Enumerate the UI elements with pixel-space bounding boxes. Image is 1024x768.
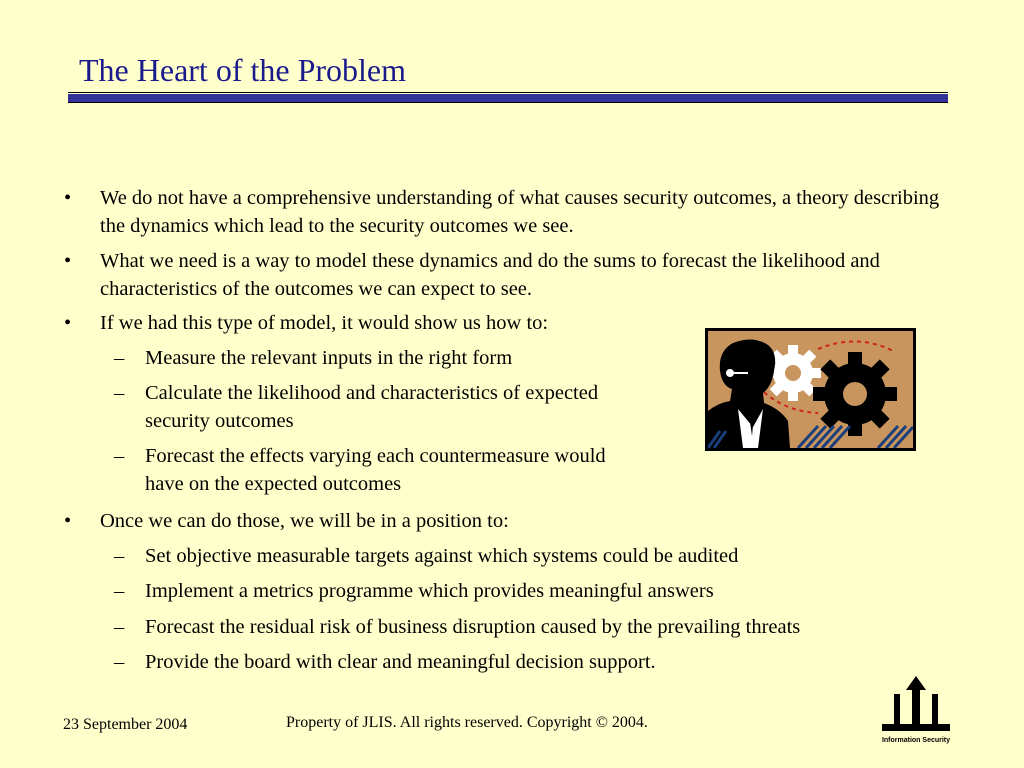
sub-bullet-item [114,614,994,642]
sub-bullet-text: Calculate the likelihood and characteristics of expected security outcomes [145,382,599,432]
thinking-man-gears-clipart [705,328,916,451]
bullet-text: If we had this type of model, it would show us how to: [100,312,549,334]
footer-copyright: Property of JLIS. All rights reserved. Copyright © 2004. [286,714,648,731]
bullet-item [64,248,944,303]
sub-bullet-text: Implement a metrics programme which provides meaningful answers [145,580,714,602]
bullet-mark: • [64,187,72,209]
sub-bullet-item [114,649,974,677]
sub-bullet-mark: – [114,445,125,467]
logo-caption: Information Security [881,737,951,744]
bullet-mark: • [64,250,72,272]
bullet-item [64,508,764,536]
sub-bullet-mark: – [114,382,125,404]
sub-bullet-item [114,578,974,606]
thinking-man-gears-icon [708,331,913,448]
sub-bullet-item [114,380,614,435]
bullet-item [64,310,684,338]
sub-bullet-text: Forecast the residual risk of business disruption caused by the prevailing threats [145,616,801,638]
bullet-text: We do not have a comprehensive understanding of what causes security outcomes, a theory describing the dynamics which lead to the security outcomes we see. [100,187,940,237]
sub-bullet-mark: – [114,616,125,638]
footer-date: 23 September 2004 [63,716,188,733]
sub-bullet-mark: – [114,545,125,567]
sub-bullet-text: Set objective measurable targets against which systems could be audited [145,545,739,567]
bullet-mark: • [64,510,72,532]
sub-bullet-text: Measure the relevant inputs in the right form [145,347,513,369]
sub-bullet-mark: – [114,580,125,602]
sub-bullet-item [114,543,974,571]
sub-bullet-mark: – [114,651,125,673]
sub-bullet-text: Forecast the effects varying each countermeasure would have on the expected outcomes [145,445,606,495]
sub-bullet-item [114,443,644,498]
bullet-mark: • [64,312,72,334]
sub-bullet-mark: – [114,347,125,369]
sub-bullet-item [114,345,634,373]
slide-title: The Heart of the Problem [79,52,406,88]
bullet-text: Once we can do those, we will be in a position to: [100,510,509,532]
bullet-text: What we need is a way to model these dynamics and do the sums to forecast the likelihood and characteristics of the outcomes we can expect to see. [100,250,880,300]
bullet-item [64,185,960,240]
sub-bullet-text: Provide the board with clear and meaningful decision support. [145,651,656,673]
